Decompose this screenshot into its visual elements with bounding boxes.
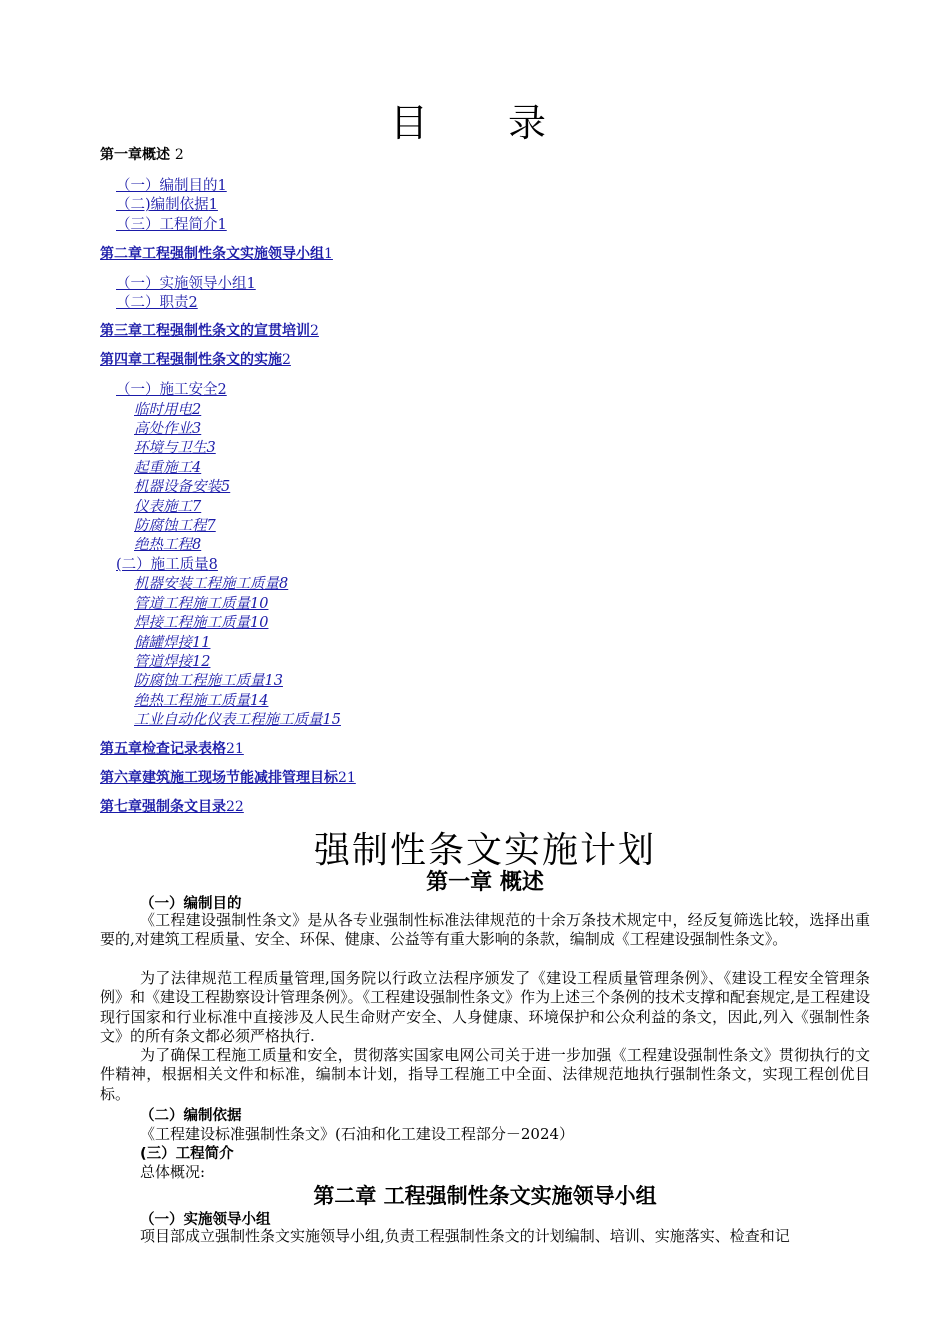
toc-subitem[interactable]: 防腐蚀工程7 bbox=[134, 518, 216, 534]
paragraph-1: 《工程建设强制性条文》是从各专业强制性标准法律规范的十余万条技术规定中，经反复筛选比较，选择出重要的,对建筑工程质量、安全、环保、健康、公益等有重大影响的条款，编制成《工程建设强制性条文》。 bbox=[100, 911, 870, 949]
paragraph-2: 为了法律规范工程质量管理,国务院以行政立法程序颁发了《建设工程质量管理条例》、《建设工程安全管理条例》和《建设工程勘察设计管理条例》。《工程建设强制性条文》作为上述三个条例的技术支撑和配套规定,是工程建设现行国家和行业标准中直接涉及人民生命财产安全、人身健康、环境保护和公众利益的条文，因此,列入《强制性条文》的所有条文都必须严格执行. bbox=[100, 969, 870, 1045]
paragraph-4: 项目部成立强制性条文实施领导小组,负责工程强制性条文的计划编制、培训、实施落实、检查和记 bbox=[140, 1227, 790, 1245]
toc-subitem[interactable]: 环境与卫生3 bbox=[134, 440, 216, 456]
toc-item-purpose[interactable]: （一）编制目的1 bbox=[116, 178, 227, 194]
overview-text: 总体概况: bbox=[140, 1163, 206, 1181]
toc-item-construction-quality[interactable]: (二）施工质量8 bbox=[116, 557, 218, 573]
toc-chapter-4[interactable]: 第四章工程强制性条文的实施2 bbox=[100, 352, 291, 368]
basis-text: 《工程建设标准强制性条文》(石油和化工建设工程部分－2024） bbox=[140, 1125, 575, 1143]
toc-subitem[interactable]: 临时用电2 bbox=[134, 402, 202, 418]
toc-chapter-7[interactable]: 第七章强制条文目录22 bbox=[100, 799, 244, 815]
toc-subitem[interactable]: 起重施工4 bbox=[134, 460, 202, 476]
toc-subitem[interactable]: 绝热工程8 bbox=[134, 537, 202, 553]
toc-subitem[interactable]: 机器安装工程施工质量8 bbox=[134, 576, 289, 592]
toc-item-duties[interactable]: （二）职责2 bbox=[116, 295, 198, 311]
toc-chapter-5[interactable]: 第五章检查记录表格21 bbox=[100, 741, 244, 757]
section-heading-purpose: （一）编制目的 bbox=[140, 896, 242, 912]
toc-subitem[interactable]: 管道工程施工质量10 bbox=[134, 596, 269, 612]
section-heading-basis: （二）编制依据 bbox=[140, 1108, 242, 1124]
toc-subitem[interactable]: 机器设备安装5 bbox=[134, 479, 231, 495]
toc-item-leading-group[interactable]: （一）实施领导小组1 bbox=[116, 276, 256, 292]
toc-subitem[interactable]: 高处作业3 bbox=[134, 421, 202, 437]
toc-subitem[interactable]: 储罐焊接11 bbox=[134, 635, 211, 651]
section-heading-overview: (三）工程简介 bbox=[140, 1146, 234, 1162]
paragraph-3: 为了确保工程施工质量和安全，贯彻落实国家电网公司关于进一步加强《工程建设强制性条文》贯彻执行的文件精神，根据相关文件和标准，编制本计划，指导工程施工中全面、法律规范地执行强制性条文，实现工程创优目标。 bbox=[100, 1046, 870, 1103]
toc-page-number: 2 bbox=[174, 147, 184, 163]
toc-chapter-6[interactable]: 第六章建筑施工现场节能减排管理目标21 bbox=[100, 770, 356, 786]
toc-item-construction-safety[interactable]: （一）施工安全2 bbox=[116, 382, 227, 398]
toc-subitem[interactable]: 防腐蚀工程施工质量13 bbox=[134, 673, 283, 689]
toc-item-basis[interactable]: （二)编制依据1 bbox=[116, 197, 218, 213]
toc-chapter-1[interactable] bbox=[100, 144, 184, 164]
toc-subitem[interactable]: 绝热工程施工质量14 bbox=[134, 693, 269, 709]
toc-subitem[interactable]: 工业自动化仪表工程施工质量15 bbox=[134, 712, 341, 728]
toc-subitem[interactable]: 焊接工程施工质量10 bbox=[134, 615, 269, 631]
chapter-1-title: 第一章 概述 bbox=[426, 870, 544, 895]
chapter-2-title: 第二章 工程强制性条文实施领导小组 bbox=[313, 1184, 657, 1208]
toc-item-overview[interactable]: （三）工程简介1 bbox=[116, 217, 227, 233]
toc-subitem[interactable]: 仪表施工7 bbox=[134, 499, 202, 515]
toc-title: 目 录 bbox=[389, 101, 581, 145]
document-title: 强制性条文实施计划 bbox=[313, 830, 656, 871]
section-heading-leading-group: （一）实施领导小组 bbox=[140, 1212, 271, 1228]
toc-chapter-2[interactable]: 第二章工程强制性条文实施领导小组1 bbox=[100, 246, 333, 262]
toc-chapter-3[interactable]: 第三章工程强制性条文的宣贯培训2 bbox=[100, 323, 319, 339]
toc-chapter-label: 第一章概述 bbox=[100, 147, 170, 163]
toc-subitem[interactable]: 管道焊接12 bbox=[134, 654, 211, 670]
